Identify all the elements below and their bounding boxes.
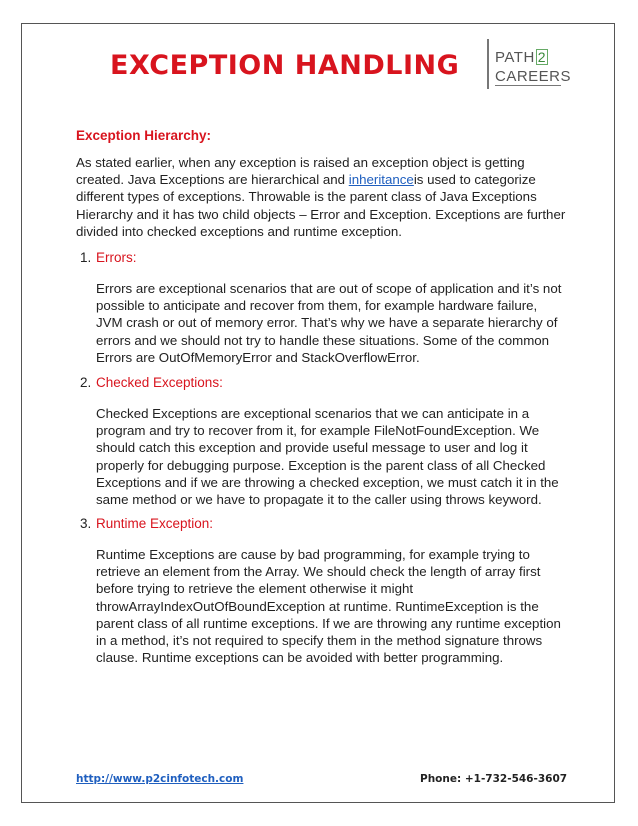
logo-path-text	[495, 49, 548, 66]
inheritance-link[interactable]: inheritance	[348, 172, 414, 188]
section-heading: Exception Hierarchy:	[76, 128, 212, 143]
logo-divider	[487, 39, 489, 89]
page-title: EXCEPTION HANDLING	[110, 50, 460, 81]
intro-text-start: As stated earlier, when any exception is raised an exception object is getting created. Java Exceptions are hierarchical and	[76, 155, 525, 188]
path2careers-logo	[487, 39, 572, 91]
list-item-title: Errors:	[96, 250, 137, 265]
logo-underline	[495, 85, 561, 86]
list-item-body: Errors are exceptional scenarios that are out of scope of application and it’s not possible to anticipate and recover from them, for example hardware failure, JVM crash or out of memory error. That’s why we have a separate hierarchy of errors and we should not try to handle these situations. Some of the common Errors are OutOfMemoryError and StackOverflowError.	[96, 281, 562, 365]
list-item-number: 1.	[80, 250, 92, 265]
list-item-body: Checked Exceptions are exceptional scenarios that we can anticipate in a program and try to recover from it, for example FileNotFoundException. We should catch this exception and provide useful message to user and log it properly for debugging purpose. Exception is the parent class of all Checked Exceptions and if we are throwing a checked exception, we must catch it in the same method or we have to propagate it to the caller using throws keyword.	[96, 406, 559, 508]
intro-paragraph	[76, 154, 566, 240]
footer-website-link[interactable]: http://www.p2cinfotech.com	[76, 773, 244, 785]
list-item-number: 2.	[80, 375, 92, 390]
list-item-title: Runtime Exception:	[96, 516, 214, 531]
logo-digit: 2	[537, 49, 547, 65]
intro-text-end: is used to categorize different types of exceptions. Throwable is the parent class of Java Exceptions Hierarchy and it has two child objects – Error and Exception. Exceptions are further divided into checked exceptions and runtime exception.	[76, 172, 566, 239]
footer-phone: Phone: +1-732-546-3607	[420, 773, 568, 785]
logo-careers-text: CAREERS	[495, 68, 572, 85]
list-item-number: 3.	[80, 516, 92, 531]
logo-path-word: PATH	[495, 49, 535, 66]
list-item-body: Runtime Exceptions are cause by bad programming, for example trying to retrieve an element from the Array. We should check the length of array first before trying to retrieve the element otherwise it might throwArrayIndexOutOfBoundException at runtime. RuntimeException is the parent class of all runtime exceptions. If we are throwing any runtime exception in a method, it’s not required to specify them in the method signature throws clause. Runtime exceptions can be avoided with better programming.	[96, 547, 561, 666]
list-item-title: Checked Exceptions:	[96, 375, 223, 390]
